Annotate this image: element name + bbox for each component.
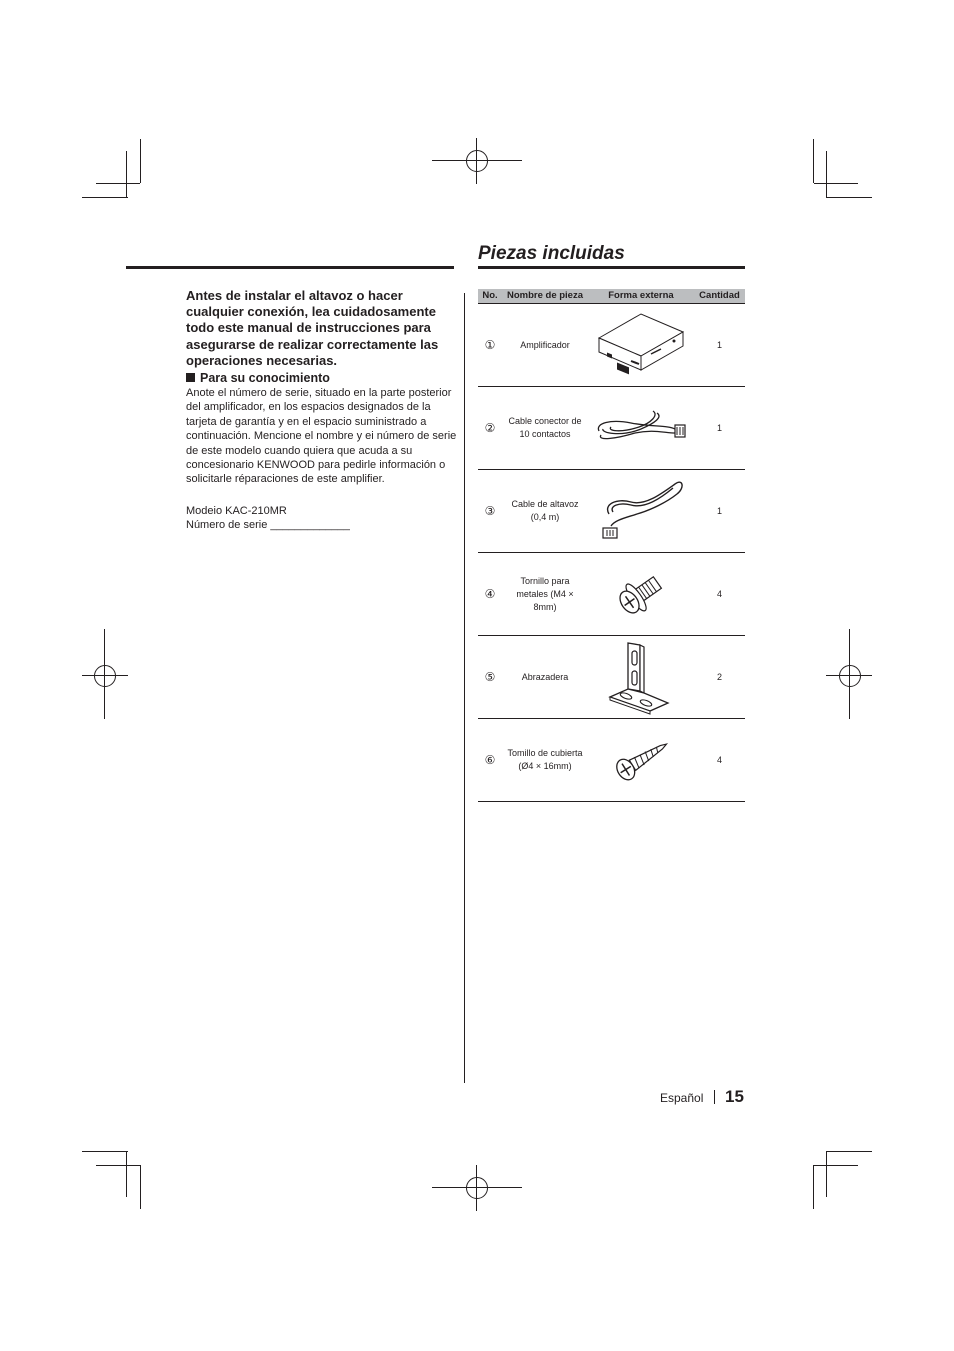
part-quantity: 1 <box>694 387 745 470</box>
part-quantity: 2 <box>694 636 745 719</box>
parts-table <box>478 289 745 802</box>
connector-cable-icon <box>588 387 694 470</box>
model-line: Modeio KAC-210MR <box>186 505 287 517</box>
part-name: Abrazadera <box>502 636 588 719</box>
table-row <box>478 387 745 470</box>
note-heading-text: Para su conocimiento <box>200 371 330 385</box>
part-name: Cable de altavoz (0,4 m) <box>502 470 588 553</box>
part-number: ⑥ <box>478 719 502 802</box>
footer-separator <box>714 1090 715 1104</box>
header-shape: Forma externa <box>588 289 694 304</box>
table-row <box>478 304 745 387</box>
table-row <box>478 636 745 719</box>
part-name: Tornillo para metales (M4 × 8mm) <box>502 553 588 636</box>
column-divider <box>464 293 465 1083</box>
part-number: ④ <box>478 553 502 636</box>
section-title: Piezas incluidas <box>478 243 625 264</box>
header-part-name: Nombre de pieza <box>502 289 588 304</box>
note-heading <box>186 371 330 386</box>
part-quantity: 4 <box>694 553 745 636</box>
square-bullet-icon <box>186 373 195 382</box>
part-number: ② <box>478 387 502 470</box>
part-quantity: 1 <box>694 304 745 387</box>
tapping-screw-icon <box>588 719 694 802</box>
speaker-cable-icon <box>588 470 694 553</box>
left-column-rule <box>126 266 454 269</box>
page-number: 15 <box>725 1087 744 1106</box>
part-quantity: 4 <box>694 719 745 802</box>
part-number: ③ <box>478 470 502 553</box>
table-header-row <box>478 289 745 304</box>
part-name: Tomillo de cubierta (Ø4 × 16mm) <box>502 719 588 802</box>
note-body: Anote el número de serie, situado en la parte posterior del amplificador, en los espacios designados de la tarjeta de garantía y en el espacio suministrado a continuación. Mencione el nombre y ei número de serie de este modelo cuando quiera que acuda a su concesionario KENWOOD para pedirle información o solicitarle réparaciones de este amplifier. <box>186 387 457 486</box>
header-quantity: Cantidad <box>694 289 745 304</box>
table-row <box>478 719 745 802</box>
title-underline <box>478 266 745 269</box>
table-row <box>478 553 745 636</box>
header-no: No. <box>478 289 502 304</box>
machine-screw-icon <box>588 553 694 636</box>
intro-warning: Antes de instalar el altavoz o hacer cualquier conexión, lea cuidadosamente todo este manual de instrucciones para asegurarse de realizar correctamente las operaciones necesarias. <box>186 288 439 368</box>
bracket-icon <box>588 636 694 719</box>
part-number: ⑤ <box>478 636 502 719</box>
table-row <box>478 470 745 553</box>
serial-number-line: Número de serie _____________ <box>186 519 350 531</box>
part-name: Amplificador <box>502 304 588 387</box>
part-name: Cable conector de 10 contactos <box>502 387 588 470</box>
amplifier-icon <box>588 304 694 387</box>
footer-language: Español <box>660 1091 704 1105</box>
part-quantity: 1 <box>694 470 745 553</box>
part-number: ① <box>478 304 502 387</box>
